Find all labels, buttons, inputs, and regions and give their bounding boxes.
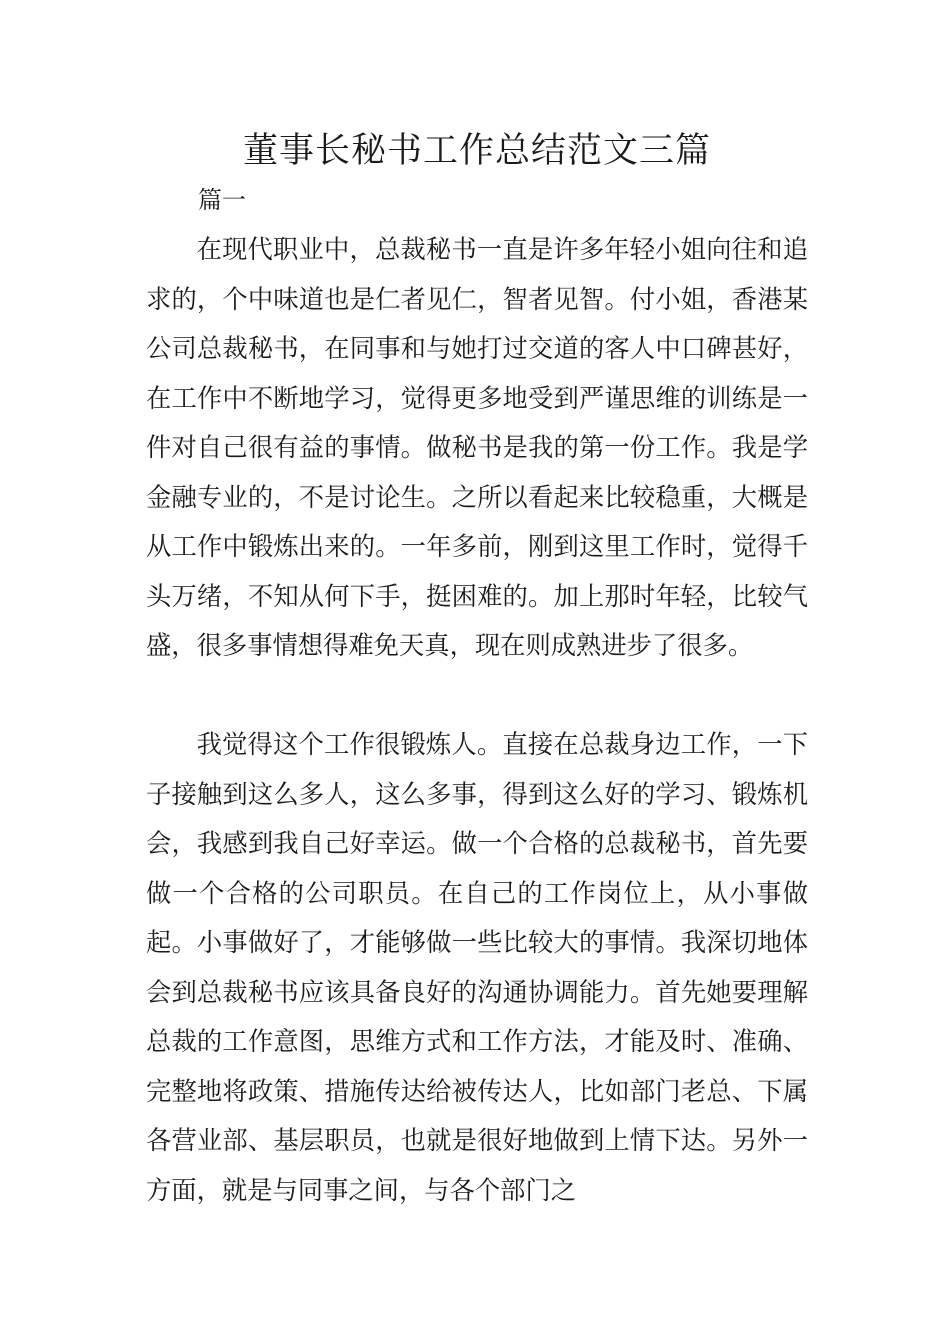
document-title: 董事长秘书工作总结范文三篇: [242, 131, 711, 171]
section-label: 篇一: [198, 186, 246, 214]
paragraph-1: 在现代职业中，总裁秘书一直是许多年轻小姐向往和追求的，个中味道也是仁者见仁，智者见智。付小姐，香港某公司总裁秘书，在同事和与她打过交道的客人中口碑甚好，在工作中不断地学习，觉得更多地受到严谨思维的训练是一件对自己很有益的事情。做秘书是我的第一份工作。我是学金融专业的，不是讨论生。之所以看起来比较稳重，大概是从工作中锻炼出来的。一年多前，刚到这里工作时，觉得千头万绪，不知从何下手，挺困难的。加上那时年轻，比较气盛，很多事情想得难免天真，现在则成熟进步了很多。: [146, 235, 808, 660]
paragraph-2: 我觉得这个工作很锻炼人。直接在总裁身边工作，一下子接触到这么多人，这么多事，得到这么好的学习、锻炼机会，我感到我自己好幸运。做一个合格的总裁秘书，首先要做一个合格的公司职员。在自己的工作岗位上，从小事做起。小事做好了，才能够做一些比较大的事情。我深切地体会到总裁秘书应该具备良好的沟通协调能力。首先她要理解总裁的工作意图，思维方式和工作方法，才能及时、准确、完整地将政策、措施传达给被传达人，比如部门老总、下属各营业部、基层职员，也就是很好地做到上情下达。另外一方面，就是与同事之间，与各个部门之: [146, 730, 808, 1205]
